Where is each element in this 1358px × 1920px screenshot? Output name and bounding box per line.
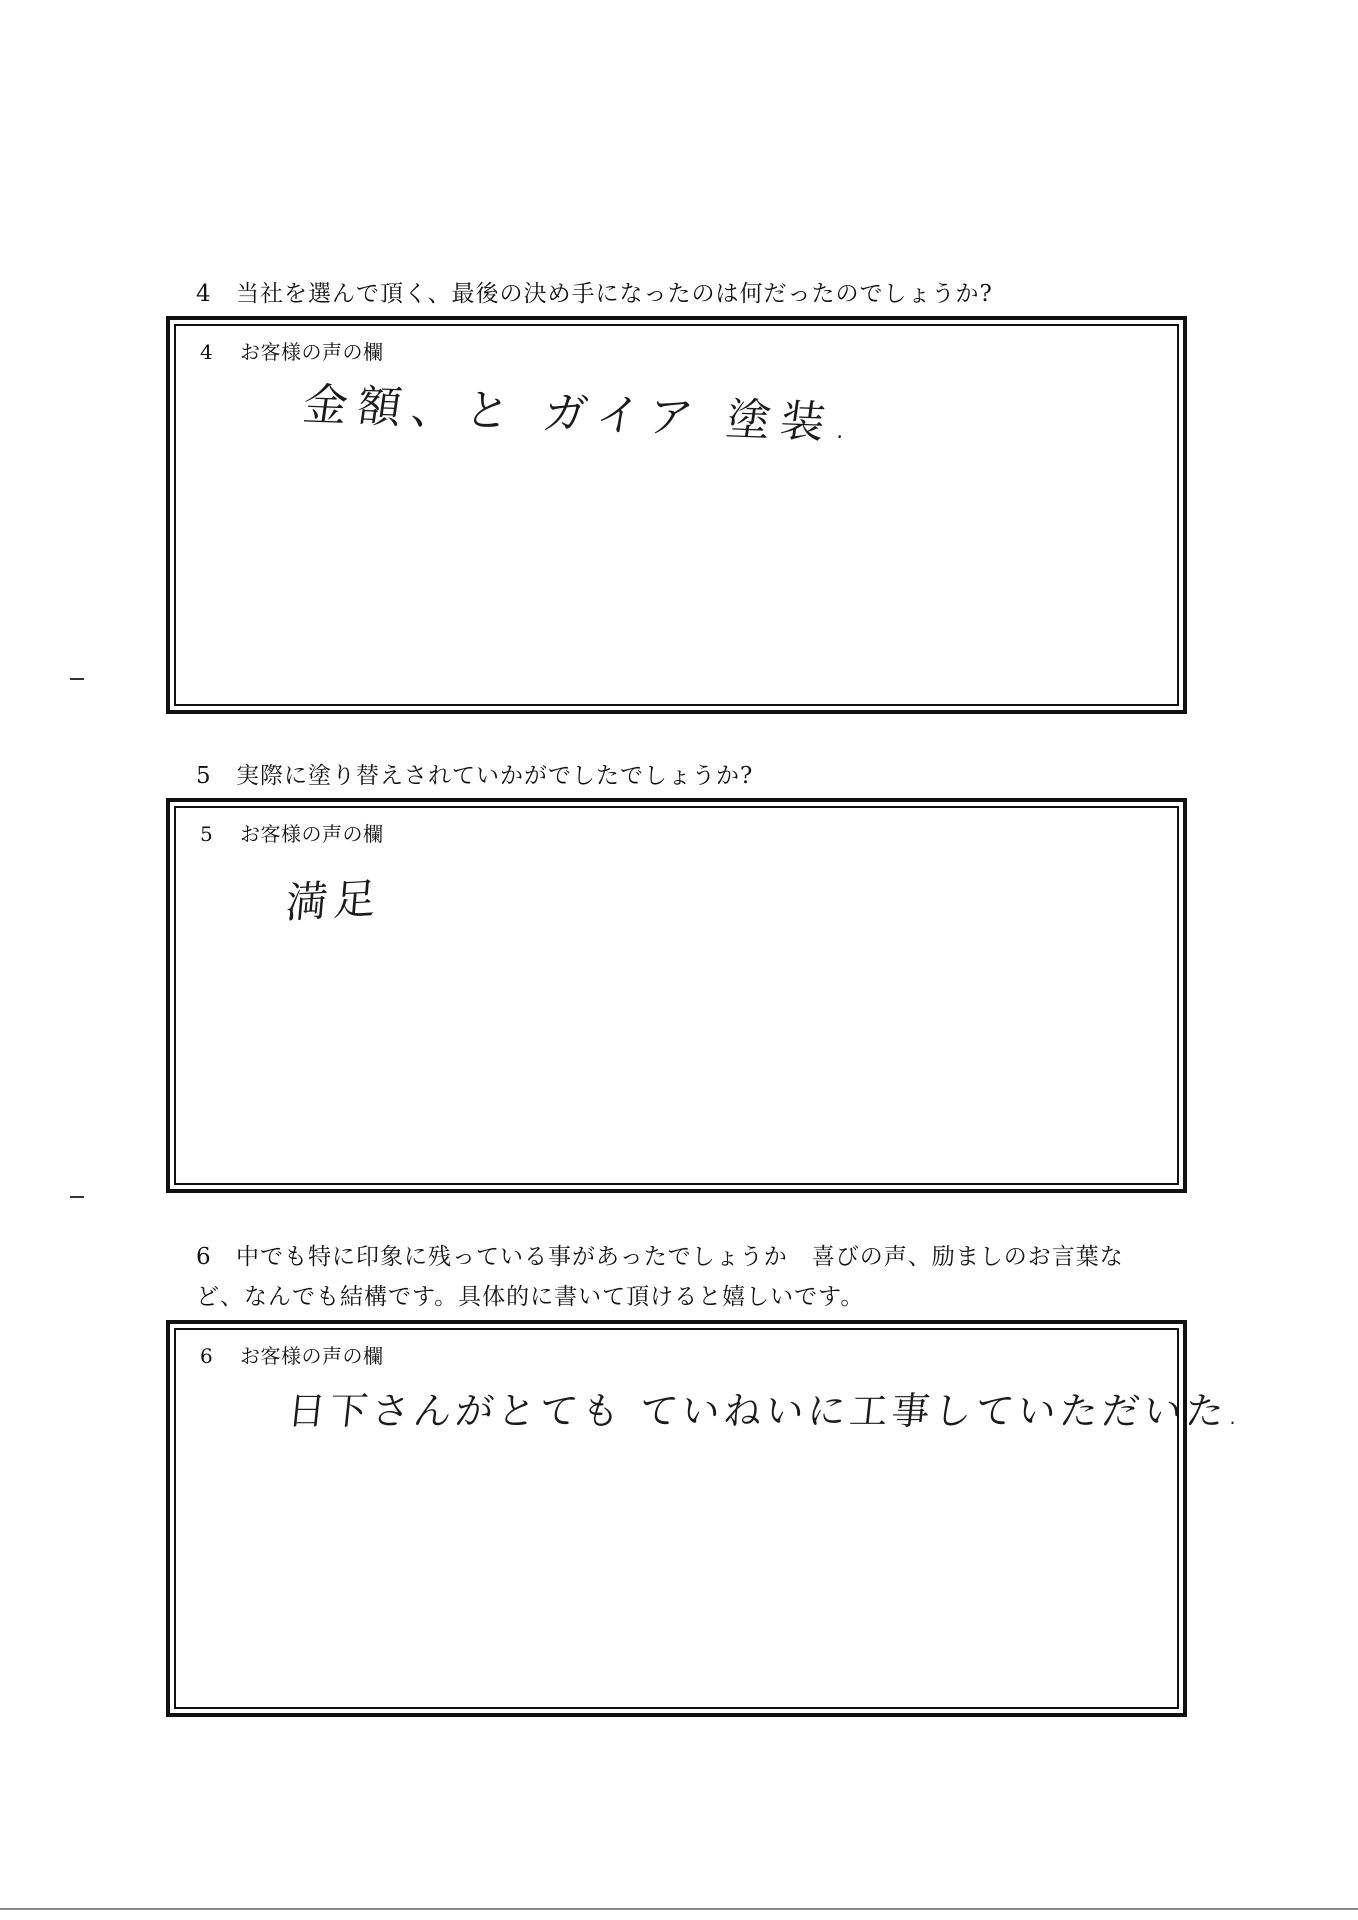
question-4 [196,274,993,314]
answer-box-5 [166,798,1187,1193]
box-label-number: 5 [200,822,214,846]
box-label-number: 4 [200,340,214,364]
answer-box-4 [166,316,1187,714]
question-text-line-2: ど、なんでも結構です。具体的に書いて頂けると嬉しいです。 [196,1284,865,1310]
question-text: 実際に塗り替えされていかがでしたでしょうか? [236,763,754,789]
question-text: 当社を選んで頂く、最後の決め手になったのは何だったのでしょうか? [236,281,993,307]
handwritten-answer: 満足 [283,873,384,928]
handwritten-answer: 金額、と ガイア 塗装. [299,379,863,450]
box-label-text: お客様の声の欄 [240,822,384,846]
question-number: 4 [196,281,212,307]
question-6-continued [196,1277,864,1317]
box-label [200,1340,384,1369]
handwritten-answer: 日下さんがとても ていねいに工事していただいた. [285,1389,1247,1433]
question-number: 5 [196,763,212,789]
box-label-text: お客様の声の欄 [240,1344,384,1368]
question-text-line-1: 中でも特に印象に残っている事があったでしょうか 喜びの声、励ましのお言葉な [236,1244,1124,1270]
answer-box-6 [166,1320,1247,1717]
answer-box-inner [174,324,1179,706]
answer-box-inner [174,806,1179,1185]
answer-box-inner [174,1328,1247,1709]
margin-mark [70,1196,84,1198]
box-label [200,336,384,365]
box-label-text: お客様の声の欄 [240,340,384,364]
question-5 [196,756,753,796]
box-label-number: 6 [200,1344,214,1368]
margin-mark [70,678,84,680]
question-number: 6 [196,1244,212,1270]
scan-edge-line [0,1908,1358,1910]
box-label [200,818,384,847]
question-6 [196,1237,1124,1277]
